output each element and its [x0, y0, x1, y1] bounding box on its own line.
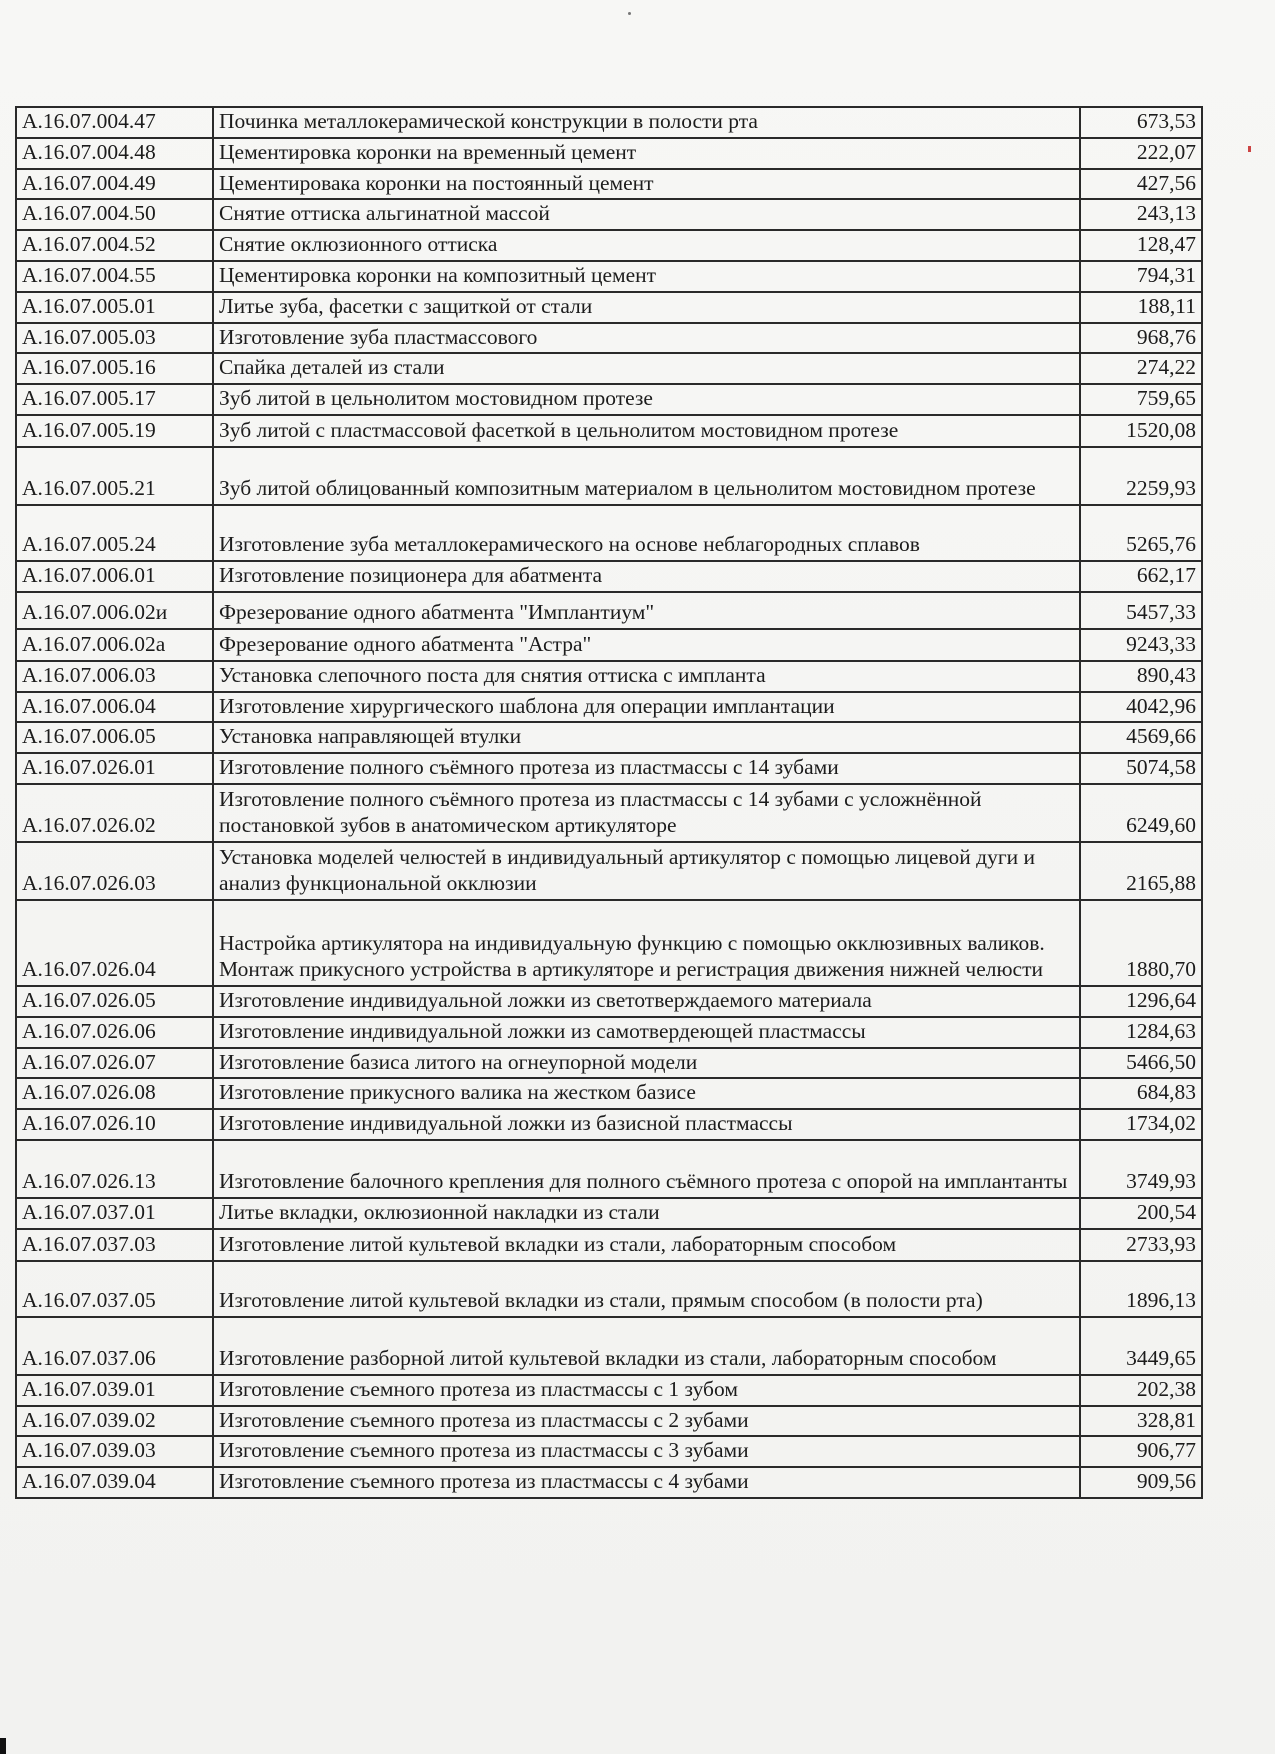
service-price: 9243,33: [1080, 629, 1202, 661]
service-code: A.16.07.037.05: [16, 1261, 213, 1317]
service-price: 5466,50: [1080, 1048, 1202, 1079]
service-price: 968,76: [1080, 323, 1202, 354]
service-name: Починка металлокерамической конструкции в полости рта: [213, 107, 1080, 138]
service-code: A.16.07.004.50: [16, 199, 213, 230]
service-price: 890,43: [1080, 661, 1202, 692]
table-row: [16, 505, 1202, 561]
service-code: A.16.07.005.01: [16, 292, 213, 323]
table-row: [16, 1048, 1202, 1079]
service-name: Изготовление зуба пластмассового: [213, 323, 1080, 354]
service-code: A.16.07.026.01: [16, 753, 213, 784]
service-price: 128,47: [1080, 230, 1202, 261]
table-row: [16, 1198, 1202, 1229]
service-price: 1734,02: [1080, 1109, 1202, 1140]
service-price: 188,11: [1080, 292, 1202, 323]
table-row: [16, 692, 1202, 723]
service-name: Зуб литой в цельнолитом мостовидном протезе: [213, 384, 1080, 415]
service-name: Снятие оклюзионного оттиска: [213, 230, 1080, 261]
service-code: A.16.07.026.10: [16, 1109, 213, 1140]
service-code: A.16.07.005.24: [16, 505, 213, 561]
service-code: A.16.07.006.03: [16, 661, 213, 692]
table-row: [16, 169, 1202, 200]
service-name: Изготовление балочного крепления для полного съёмного протеза с опорой на имплантанты: [213, 1140, 1080, 1198]
service-price: 202,38: [1080, 1375, 1202, 1406]
price-list-table: [15, 106, 1203, 1499]
service-name: Цементировка коронки на композитный цемент: [213, 261, 1080, 292]
table-row: [16, 592, 1202, 629]
service-name: Изготовление базиса литого на огнеупорной модели: [213, 1048, 1080, 1079]
service-name: Изготовление зуба металлокерамического на основе неблагородных сплавов: [213, 505, 1080, 561]
margin-mark: [1248, 146, 1251, 152]
table-row: [16, 1229, 1202, 1261]
service-name: Установка моделей челюстей в индивидуальный артикулятор с помощью лицевой дуги и анализ функциональной окклюзии: [213, 842, 1080, 900]
service-price: 2733,93: [1080, 1229, 1202, 1261]
service-price: 274,22: [1080, 353, 1202, 384]
service-price: 2165,88: [1080, 842, 1202, 900]
table-row: [16, 230, 1202, 261]
service-name: Изготовление съемного протеза из пластмассы с 2 зубами: [213, 1406, 1080, 1437]
table-row: [16, 1140, 1202, 1198]
service-name: Изготовление разборной литой культевой вкладки из стали, лабораторным способом: [213, 1317, 1080, 1375]
service-name: Изготовление индивидуальной ложки из светотверждаемого материала: [213, 986, 1080, 1017]
service-price: 427,56: [1080, 169, 1202, 200]
service-code: A.16.07.005.03: [16, 323, 213, 354]
service-price: 1520,08: [1080, 415, 1202, 447]
table-row: [16, 415, 1202, 447]
table-row: [16, 722, 1202, 753]
service-price: 1880,70: [1080, 900, 1202, 986]
scan-edge-mark: [0, 1738, 6, 1754]
service-price: 759,65: [1080, 384, 1202, 415]
service-code: A.16.07.026.02: [16, 784, 213, 842]
service-code: A.16.07.006.04: [16, 692, 213, 723]
service-name: Снятие оттиска альгинатной массой: [213, 199, 1080, 230]
service-name: Изготовление съемного протеза из пластмассы с 4 зубами: [213, 1467, 1080, 1498]
service-code: A.16.07.026.07: [16, 1048, 213, 1079]
service-name: Изготовление литой культевой вкладки из стали, лабораторным способом: [213, 1229, 1080, 1261]
service-code: A.16.07.005.21: [16, 447, 213, 505]
service-name: Настройка артикулятора на индивидуальную функцию с помощью окклюзивных валиков. Монтаж прикусного устройства в артикуляторе и регистрация движения нижней челюсти: [213, 900, 1080, 986]
service-name: Спайка деталей из стали: [213, 353, 1080, 384]
service-name: Изготовление позиционера для абатмента: [213, 561, 1080, 592]
service-price: 673,53: [1080, 107, 1202, 138]
table-row: [16, 629, 1202, 661]
service-name: Фрезерование одного абатмента "Астра": [213, 629, 1080, 661]
service-price: 5457,33: [1080, 592, 1202, 629]
table-row: [16, 1467, 1202, 1498]
service-name: Изготовление полного съёмного протеза из пластмассы с 14 зубами с усложнённой постановкой зубов в анатомическом артикуляторе: [213, 784, 1080, 842]
table-row: [16, 292, 1202, 323]
service-name: Зуб литой облицованный композитным материалом в цельнолитом мостовидном протезе: [213, 447, 1080, 505]
service-code: A.16.07.005.19: [16, 415, 213, 447]
service-code: A.16.07.026.08: [16, 1078, 213, 1109]
service-price: 5265,76: [1080, 505, 1202, 561]
table-row: [16, 1436, 1202, 1467]
service-name: Зуб литой с пластмассовой фасеткой в цельнолитом мостовидном протезе: [213, 415, 1080, 447]
service-name: Фрезерование одного абатмента "Имплантиум": [213, 592, 1080, 629]
table-row: [16, 900, 1202, 986]
service-name: Изготовление индивидуальной ложки из самотвердеющей пластмассы: [213, 1017, 1080, 1048]
table-row: [16, 138, 1202, 169]
service-name: Изготовление прикусного валика на жестком базисе: [213, 1078, 1080, 1109]
service-price: 1296,64: [1080, 986, 1202, 1017]
table-row: [16, 107, 1202, 138]
service-name: Изготовление индивидуальной ложки из базисной пластмассы: [213, 1109, 1080, 1140]
table-row: [16, 1078, 1202, 1109]
table-row: [16, 447, 1202, 505]
service-price: 662,17: [1080, 561, 1202, 592]
service-name: Изготовление съемного протеза из пластмассы с 3 зубами: [213, 1436, 1080, 1467]
service-name: Цементировка коронки на временный цемент: [213, 138, 1080, 169]
service-price: 6249,60: [1080, 784, 1202, 842]
service-price: 794,31: [1080, 261, 1202, 292]
table-row: [16, 199, 1202, 230]
service-name: Литье зуба, фасетки с защиткой от стали: [213, 292, 1080, 323]
scan-speck: [628, 12, 631, 15]
service-code: A.16.07.004.48: [16, 138, 213, 169]
service-code: A.16.07.004.52: [16, 230, 213, 261]
service-price: 1284,63: [1080, 1017, 1202, 1048]
service-code: A.16.07.037.03: [16, 1229, 213, 1261]
service-price: 2259,93: [1080, 447, 1202, 505]
service-code: A.16.07.026.05: [16, 986, 213, 1017]
service-code: A.16.07.004.47: [16, 107, 213, 138]
service-code: A.16.07.039.03: [16, 1436, 213, 1467]
table-row: [16, 1109, 1202, 1140]
service-name: Изготовление съемного протеза из пластмассы с 1 зубом: [213, 1375, 1080, 1406]
table-row: [16, 261, 1202, 292]
service-code: A.16.07.006.02a: [16, 629, 213, 661]
service-name: Изготовление полного съёмного протеза из пластмассы с 14 зубами: [213, 753, 1080, 784]
service-name: Изготовление литой культевой вкладки из стали, прямым способом (в полости рта): [213, 1261, 1080, 1317]
service-price: 5074,58: [1080, 753, 1202, 784]
service-code: A.16.07.006.05: [16, 722, 213, 753]
service-code: A.16.07.039.04: [16, 1467, 213, 1498]
table-row: [16, 1375, 1202, 1406]
service-code: A.16.07.037.01: [16, 1198, 213, 1229]
table-row: [16, 1406, 1202, 1437]
table-row: [16, 784, 1202, 842]
service-price: 906,77: [1080, 1436, 1202, 1467]
service-price: 909,56: [1080, 1467, 1202, 1498]
table-row: [16, 753, 1202, 784]
table-row: [16, 1261, 1202, 1317]
table-row: [16, 986, 1202, 1017]
table-row: [16, 842, 1202, 900]
table-row: [16, 323, 1202, 354]
service-price: 3749,93: [1080, 1140, 1202, 1198]
price-list-body: [16, 107, 1202, 1498]
service-price: 222,07: [1080, 138, 1202, 169]
service-code: A.16.07.037.06: [16, 1317, 213, 1375]
service-code: A.16.07.006.02и: [16, 592, 213, 629]
service-code: A.16.07.039.01: [16, 1375, 213, 1406]
service-code: A.16.07.004.55: [16, 261, 213, 292]
service-code: A.16.07.039.02: [16, 1406, 213, 1437]
service-code: A.16.07.005.17: [16, 384, 213, 415]
service-price: 200,54: [1080, 1198, 1202, 1229]
service-price: 684,83: [1080, 1078, 1202, 1109]
service-price: 4569,66: [1080, 722, 1202, 753]
service-name: Литье вкладки, оклюзионной накладки из стали: [213, 1198, 1080, 1229]
table-row: [16, 1317, 1202, 1375]
service-name: Цементировака коронки на постоянный цемент: [213, 169, 1080, 200]
service-price: 4042,96: [1080, 692, 1202, 723]
service-name: Установка направляющей втулки: [213, 722, 1080, 753]
service-code: A.16.07.005.16: [16, 353, 213, 384]
service-code: A.16.07.026.13: [16, 1140, 213, 1198]
table-row: [16, 384, 1202, 415]
table-row: [16, 353, 1202, 384]
service-name: Изготовление хирургического шаблона для операции имплантации: [213, 692, 1080, 723]
service-code: A.16.07.006.01: [16, 561, 213, 592]
table-row: [16, 661, 1202, 692]
service-code: A.16.07.026.03: [16, 842, 213, 900]
service-price: 328,81: [1080, 1406, 1202, 1437]
service-code: A.16.07.026.04: [16, 900, 213, 986]
service-price: 1896,13: [1080, 1261, 1202, 1317]
service-code: A.16.07.026.06: [16, 1017, 213, 1048]
service-price: 3449,65: [1080, 1317, 1202, 1375]
service-price: 243,13: [1080, 199, 1202, 230]
service-name: Установка слепочного поста для снятия оттиска с импланта: [213, 661, 1080, 692]
table-row: [16, 1017, 1202, 1048]
service-code: A.16.07.004.49: [16, 169, 213, 200]
table-row: [16, 561, 1202, 592]
